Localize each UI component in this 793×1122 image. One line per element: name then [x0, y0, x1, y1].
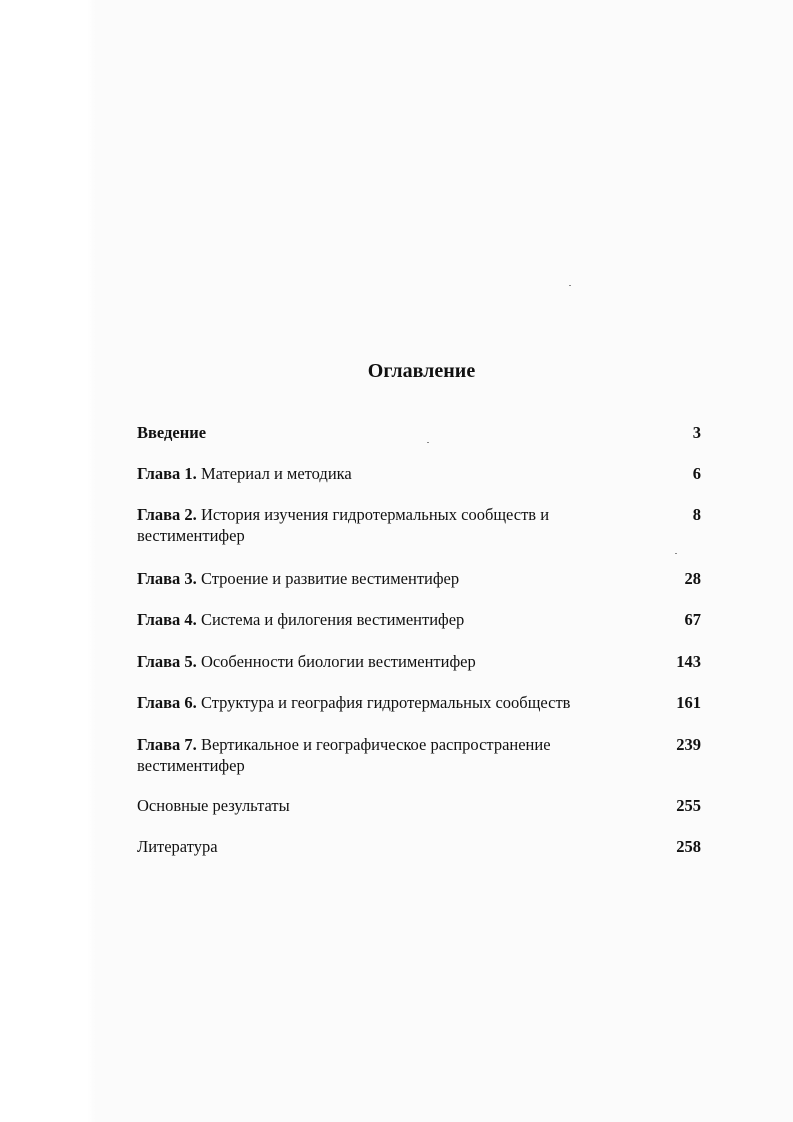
toc-entry-label: Глава 1.	[137, 464, 197, 483]
toc-entry-page: 6	[692, 464, 701, 483]
toc-entry-label: Глава 3.	[137, 569, 197, 588]
toc-entry-label: Глава 7.	[137, 735, 197, 754]
toc-entry-chapter-1	[137, 463, 705, 484]
toc-entry-literature	[137, 836, 705, 857]
toc-entry-title: Система и филогения вестиментифер	[196, 610, 465, 629]
toc-entry-label: Введение	[137, 423, 207, 442]
toc-entry-page: 161	[676, 693, 701, 712]
toc-entry-page: 255	[676, 796, 701, 815]
toc-entry-label: Глава 2.	[137, 505, 197, 524]
toc-entry-page: 8	[692, 505, 701, 524]
toc-entry-title: История изучения гидротермальных сообществ и вестиментифер	[137, 505, 550, 545]
toc-entry-text	[137, 692, 637, 713]
toc-entry-text	[137, 504, 617, 546]
toc-entry-text	[137, 568, 637, 589]
toc-entry-text	[137, 734, 617, 776]
toc-entry-page: 239	[676, 735, 701, 754]
toc-entry-label: Глава 6.	[137, 693, 197, 712]
toc-entry-text	[137, 422, 637, 443]
scan-speck	[675, 553, 677, 554]
scan-speck	[427, 442, 429, 443]
toc-entry-text	[137, 836, 637, 857]
toc-entry-introduction	[137, 422, 705, 443]
toc-entry-title: Вертикальное и географическое распространение вестиментифер	[137, 735, 551, 775]
toc-entry-chapter-3	[137, 568, 705, 589]
toc-entry-main-results	[137, 795, 705, 816]
toc-entry-text	[137, 463, 637, 484]
toc-entry-chapter-2	[137, 504, 705, 546]
toc-entry-text	[137, 795, 637, 816]
toc-entry-page: 143	[676, 652, 701, 671]
toc-entry-page: 3	[692, 423, 701, 442]
toc-entry-title: Материал и методика	[196, 464, 352, 483]
toc-entry-chapter-4	[137, 609, 705, 630]
toc-entry-page: 67	[684, 610, 701, 629]
toc-entry-title: Строение и развитие вестиментифер	[196, 569, 460, 588]
toc-entry-label: Глава 4.	[137, 610, 197, 629]
toc-entry-text	[137, 609, 637, 630]
toc-entry-label: Основные результаты	[137, 796, 290, 815]
toc-entry-page: 258	[676, 837, 701, 856]
toc-entry-title: Особенности биологии вестиментифер	[196, 652, 476, 671]
toc-entry-label: Литература	[137, 837, 218, 856]
toc-entry-chapter-5	[137, 651, 705, 672]
toc-entry-label: Глава 5.	[137, 652, 197, 671]
toc-title: Оглавление	[367, 360, 476, 382]
toc-entry-chapter-6	[137, 692, 705, 713]
toc-entry-title: Структура и география гидротермальных сообществ	[196, 693, 571, 712]
toc-entry-page: 28	[684, 569, 701, 588]
scan-speck	[569, 285, 571, 286]
toc-entry-text	[137, 651, 637, 672]
toc-entry-chapter-7	[137, 734, 705, 776]
